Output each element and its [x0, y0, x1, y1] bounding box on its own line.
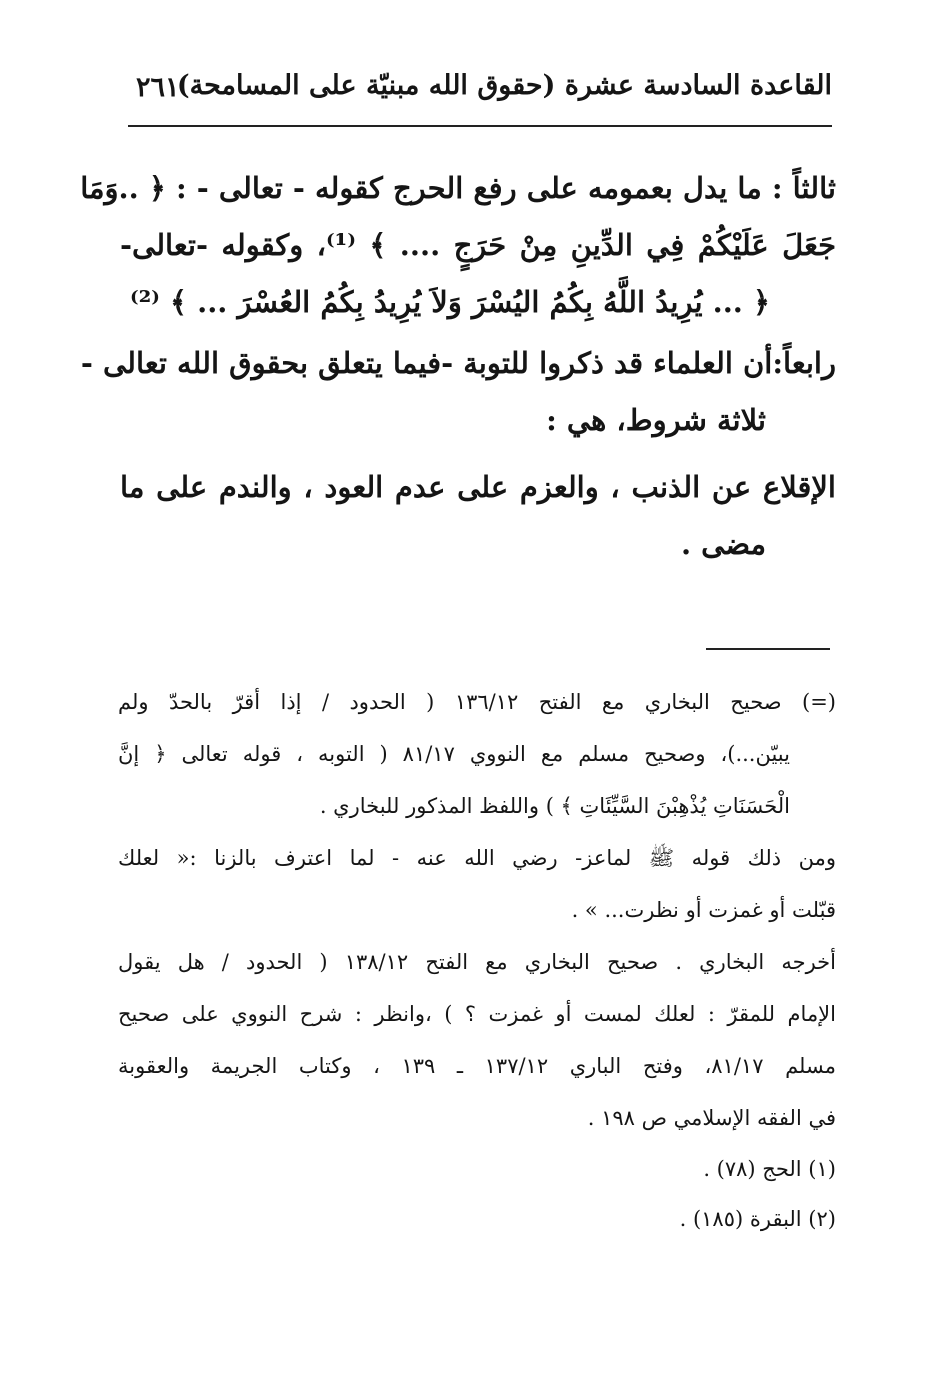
text-line: مضى .: [680, 527, 766, 561]
footnote-line: الإمام للمقرّ : لعلك لمست أو غمزت ؟ ) ،وانظر : شرح النووي على صحيح: [118, 1002, 836, 1026]
page-number: ٢٦١: [136, 72, 180, 103]
footnote-line: في الفقه الإسلامي ص ١٩٨ .: [587, 1106, 836, 1130]
footnotes: [118, 676, 836, 1244]
footnote-separator: [706, 648, 830, 650]
footnote-line: الْحَسَنَاتِ يُذْهِبْنَ السَّيِّئَاتِ ﴾ ) واللفظ المذكور للبخاري .: [319, 794, 790, 818]
header-rule: [128, 125, 832, 127]
footnote-line: ومن ذلك قوله ﷺ لماعز- رضي الله عنه - لما اعترف بالزنا :« لعلك: [118, 846, 836, 870]
main-text: [80, 160, 837, 573]
text-line: ﴿ ... يُرِيدُ اللَّهُ بِكُمُ اليُسْرَ وَلاَ يُرِيدُ بِكُمُ العُسْرَ ... ﴾ ⁽²⁾: [129, 285, 770, 319]
footnote-line: (=) صحيح البخاري مع الفتح ١٣٦/١٢ ( الحدود / إذا أقرّ بالحدّ ولم: [118, 690, 836, 714]
text-line: ثالثاً : ما يدل بعمومه على رفع الحرج كقوله - تعالى - : ﴿ ..وَمَا: [80, 171, 836, 205]
text-line: ثلاثة شروط، هي :: [546, 403, 766, 437]
footnote-line: أخرجه البخاري . صحيح البخاري مع الفتح ١٣٨/١٢ ( الحدود / هل يقول: [118, 950, 836, 974]
footnote-reference: (١) الحج (٧٨) .: [703, 1157, 836, 1181]
text-line: رابعاً:أن العلماء قد ذكروا للتوبة -فيما يتعلق بحقوق الله تعالى -: [80, 346, 836, 380]
footnote-line: قبّلت أو غمزت أو نظرت... » .: [571, 898, 836, 922]
footnote-line: يبيّن...)، وصحيح مسلم مع النووي ٨١/١٧ ( التوبه ، قوله تعالى ﴿ إنَّ: [118, 742, 790, 766]
text-line: الإقلاع عن الذنب ، والعزم على عدم العود ، والندم على ما: [120, 470, 836, 504]
chapter-title: القاعدة السادسة عشرة (حقوق الله مبنيّة على المسامحة): [176, 70, 832, 101]
running-header: [128, 68, 832, 124]
footnote-reference: (٢) البقرة (١٨٥) .: [679, 1207, 836, 1231]
footnote-line: مسلم ٨١/١٧، وفتح الباري ١٣٧/١٢ ـ ١٣٩ ، وكتاب الجريمة والعقوبة: [118, 1054, 836, 1078]
text-line: جَعَلَ عَلَيْكُمْ فِي الدِّينِ مِنْ حَرَجٍ .... ﴾ ⁽¹⁾، وكقوله -تعالى-: [120, 228, 837, 262]
